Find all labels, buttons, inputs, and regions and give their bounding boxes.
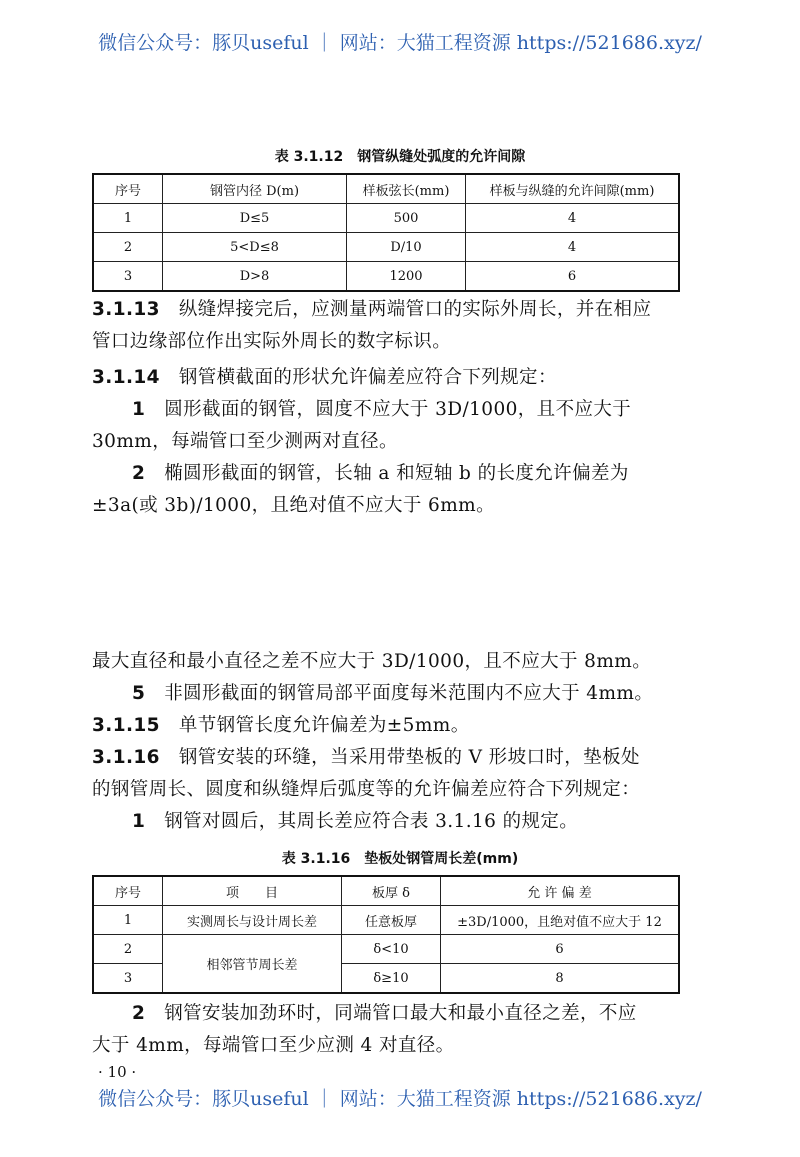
table-header-cell: 项 目 [163, 876, 342, 906]
paragraph-line: ±3a(或 3b)/1000，且绝对值不应大于 6mm。 [92, 495, 495, 516]
paragraph-line: 最大直径和最小直径之差不应大于 3D/1000，且不应大于 8mm。 [92, 651, 652, 672]
table-cell: D≤5 [163, 204, 347, 233]
table-row [93, 233, 679, 262]
table-cell: D>8 [163, 262, 347, 292]
table-cell: 4 [466, 233, 680, 262]
paragraph-continuation [92, 646, 682, 838]
item-number: 1 [132, 811, 146, 832]
paragraph-3-1-14 [92, 362, 682, 522]
table-cell: 6 [466, 262, 680, 292]
table-header-row [93, 174, 679, 204]
paragraph-line: 纵缝焊接完后，应测量两端管口的实际外周长，并在相应 [178, 299, 652, 320]
table1 [92, 173, 680, 292]
table2 [92, 875, 680, 994]
table-cell: 5<D≤8 [163, 233, 347, 262]
table2-caption: 表 3.1.16 垫板处钢管周长差(mm) [281, 851, 519, 867]
table-cell: 3 [93, 262, 163, 292]
table-cell: 实测周长与设计周长差 [163, 906, 342, 935]
table-cell: 3 [93, 964, 163, 994]
paragraph-line: 大于 4mm，每端管口至少应测 4 对直径。 [92, 1035, 455, 1056]
table-header-cell: 样板与纵缝的允许间隙(mm) [466, 174, 680, 204]
table-header-cell: 序号 [93, 174, 163, 204]
paragraph-3-1-16-item2 [92, 998, 682, 1062]
table-header-cell: 序号 [93, 876, 163, 906]
table-cell: 1200 [347, 262, 466, 292]
clause-number: 3.1.16 [92, 747, 160, 768]
watermark-top: 微信公众号：豚贝useful ｜ 网站：大猫工程资源 https://521686.xyz/ [98, 32, 702, 54]
table-cell: 1 [93, 204, 163, 233]
item-number: 2 [132, 1003, 146, 1024]
table-row [93, 262, 679, 292]
table-cell: δ≥10 [342, 964, 441, 994]
paragraph-line: 管口边缘部位作出实际外周长的数字标识。 [92, 331, 452, 352]
clause-number: 3.1.14 [92, 367, 160, 388]
table-cell: δ<10 [342, 935, 441, 964]
item-number: 1 [132, 399, 146, 420]
table-cell: D/10 [347, 233, 466, 262]
table-row [93, 906, 679, 935]
table-cell: ±3D/1000，且绝对值不应大于 12 [441, 906, 680, 935]
table-header-cell: 样板弦长(mm) [347, 174, 466, 204]
table-header-cell: 板厚 δ [342, 876, 441, 906]
table-cell: 2 [93, 233, 163, 262]
item-number: 2 [132, 463, 146, 484]
paragraph-line: 椭圆形截面的钢管，长轴 a 和短轴 b 的长度允许偏差为 [164, 463, 629, 484]
table-cell: 8 [441, 964, 680, 994]
paragraph-line: 钢管横截面的形状允许偏差应符合下列规定： [178, 367, 557, 388]
paragraph-line: 钢管安装的环缝，当采用带垫板的 V 形坡口时，垫板处 [178, 747, 640, 768]
table-row [93, 204, 679, 233]
table-cell: 1 [93, 906, 163, 935]
paragraph-line: 圆形截面的钢管，圆度不应大于 3D/1000，且不应大于 [164, 399, 632, 420]
table-cell: 4 [466, 204, 680, 233]
table-header-row [93, 876, 679, 906]
page-number: · 10 · [98, 1063, 137, 1081]
paragraph-line: 的钢管周长、圆度和纵缝焊后弧度等的允许偏差应符合下列规定： [92, 779, 641, 800]
clause-number: 3.1.13 [92, 299, 160, 320]
paragraph-line: 钢管安装加劲环时，同端管口最大和最小直径之差，不应 [164, 1003, 637, 1024]
paragraph-line: 30mm，每端管口至少测两对直径。 [92, 431, 398, 452]
table-row [93, 935, 679, 964]
table1-caption: 表 3.1.12 钢管纵缝处弧度的允许间隙 [274, 149, 526, 165]
watermark-bottom: 微信公众号：豚贝useful ｜ 网站：大猫工程资源 https://521686.xyz/ [98, 1088, 702, 1110]
table-header-cell: 钢管内径 D(m) [163, 174, 347, 204]
table-cell: 2 [93, 935, 163, 964]
table-cell: 任意板厚 [342, 906, 441, 935]
paragraph-line: 单节钢管长度允许偏差为±5mm。 [178, 715, 470, 736]
clause-number: 3.1.15 [92, 715, 160, 736]
item-number: 5 [132, 683, 146, 704]
table-header-cell: 允 许 偏 差 [441, 876, 680, 906]
table-cell: 相邻管节周长差 [163, 935, 342, 994]
paragraph-3-1-13 [92, 294, 682, 358]
table-cell: 500 [347, 204, 466, 233]
table-cell: 6 [441, 935, 680, 964]
paragraph-line: 钢管对圆后，其周长差应符合表 3.1.16 的规定。 [164, 811, 579, 832]
paragraph-line: 非圆形截面的钢管局部平面度每米范围内不应大于 4mm。 [164, 683, 654, 704]
